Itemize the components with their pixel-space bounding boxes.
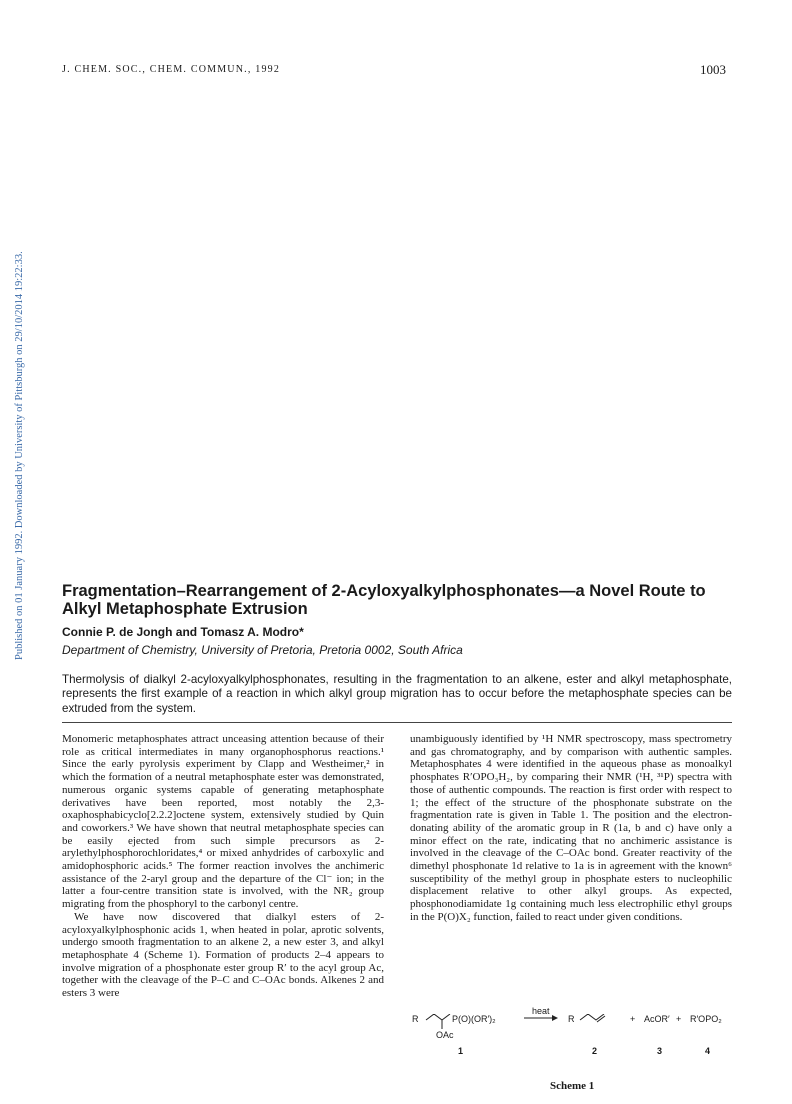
abstract-divider xyxy=(62,722,732,723)
scheme-oac: OAc xyxy=(436,1030,454,1040)
download-notice[interactable]: Published on 01 January 1992. Downloaded by University of Pittsburgh on 29/10/2014 19:22:33. xyxy=(14,251,25,660)
substrate-chain xyxy=(426,1014,450,1020)
body-paragraph: Monomeric metaphosphates attract unceasing attention because of their role as critical intermediates in many organophosphorus reactions.¹ Since the early pyrolysis experiment by Clapp and Westheimer,² in which the formation of a neutral metaphosphate ester was demonstrated, numerous organic systems capable of generating metaphosphate derivatives have been reported, most notably the 2,3-oxaphosphabicyclo[2.2.2]octene system, extensively studied by Quin and coworkers.³ We have shown that neutral metaphosphate species can be easily ejected from such simple precursors as 2-arylethylphosphorochloridates,⁴ or mixed anhydrides of carboxylic and amidophosphoric acids.⁵ The former reaction involves the anchimeric assistance of the 2-aryl group and the departure of the Cl⁻ ion; in the latter a four-centre transition state is involved, with the NR₂ group migrating from the phosphoryl to the carbonyl centre. xyxy=(62,733,384,911)
scheme-ester: AcOR′ xyxy=(644,1014,670,1024)
compound-number: 4 xyxy=(705,1046,711,1056)
scheme-metaphosphate: R′OPO₂ xyxy=(690,1014,722,1024)
alkene-double-bond xyxy=(597,1016,605,1022)
compound-number: 3 xyxy=(657,1046,663,1056)
left-column xyxy=(62,733,384,1000)
scheme-r-right: R xyxy=(568,1014,575,1024)
page-number: 1003 xyxy=(700,62,726,77)
article-title: Fragmentation–Rearrangement of 2-Acyloxyalkylphosphonates—a Novel Route to Alkyl Metaphosphate Extrusion xyxy=(62,582,706,618)
abstract: Thermolysis of dialkyl 2-acyloxyalkylphosphonates, resulting in the fragmentation to an alkene, ester and alkyl metaphosphate, represents the first example of a reaction in which alkyl group migration has to occur before the metaphosphate species can be extruded from the system. xyxy=(62,673,732,715)
reaction-scheme xyxy=(412,1006,742,1074)
compound-number: 1 xyxy=(458,1046,464,1056)
arrow-head xyxy=(552,1015,558,1021)
scheme-phosphonate: P(O)(OR′)₂ xyxy=(452,1014,496,1024)
scheme-plus: + xyxy=(676,1014,682,1024)
body-paragraph: We have now discovered that dialkyl esters of 2-acyloxyalkylphosphonic acids 1, when heated in polar, aprotic solvents, undergo smooth fragmentation to an alkene 2, a new ester 3, and alkyl metaphosphate 4 (Scheme 1). Formation of products 2–4 appears to involve migration of a phosphonate ester group R′ to the acyl group Ac, together with the cleavage of the P–C and C–OAc bonds. Alkenes 2 and esters 3 were xyxy=(62,910,384,1000)
right-column xyxy=(410,733,732,924)
scheme-heat: heat xyxy=(532,1006,550,1016)
scheme-plus: + xyxy=(630,1014,636,1024)
compound-number: 2 xyxy=(592,1046,598,1056)
article-authors: Connie P. de Jongh and Tomasz A. Modro* xyxy=(62,625,304,639)
author-affiliation: Department of Chemistry, University of Pretoria, Pretoria 0002, South Africa xyxy=(62,643,463,657)
journal-header: J. CHEM. SOC., CHEM. COMMUN., 1992 xyxy=(62,64,281,75)
scheme-r-left: R xyxy=(412,1014,419,1024)
scheme-caption: Scheme 1 xyxy=(550,1080,595,1092)
body-paragraph: unambiguously identified by ¹H NMR spectroscopy, mass spectrometry and gas chromatography, and by comparison with authentic samples. Metaphosphates 4 were identified in the aqueous phase as monoalkyl phosphates R′OPO₃H₂, by comparing their NMR (¹H, ³¹P) spectra with those of authentic compounds. The reaction is first order with respect to 1; the effect of the structure of the phosphonate substrate on the fragmentation rate is given in Table 1. The position and the electron-donating ability of the aromatic group in R (1a, b and c) have only a minor effect on the rate, indicating that no anchimeric assistance is involved in the cleavage of the C–OAc bond. Greater reactivity of the dimethyl phosphonate 1d relative to 1a is in agreement with the known⁶ susceptibility of the methyl group in phosphate esters to nucleophilic displacement relative to other alkyl groups. As expected, phosphonodiamidate 1g containing much less electrophilic ethyl groups in the P(O)X₂ function, failed to react under given conditions. xyxy=(410,733,732,923)
